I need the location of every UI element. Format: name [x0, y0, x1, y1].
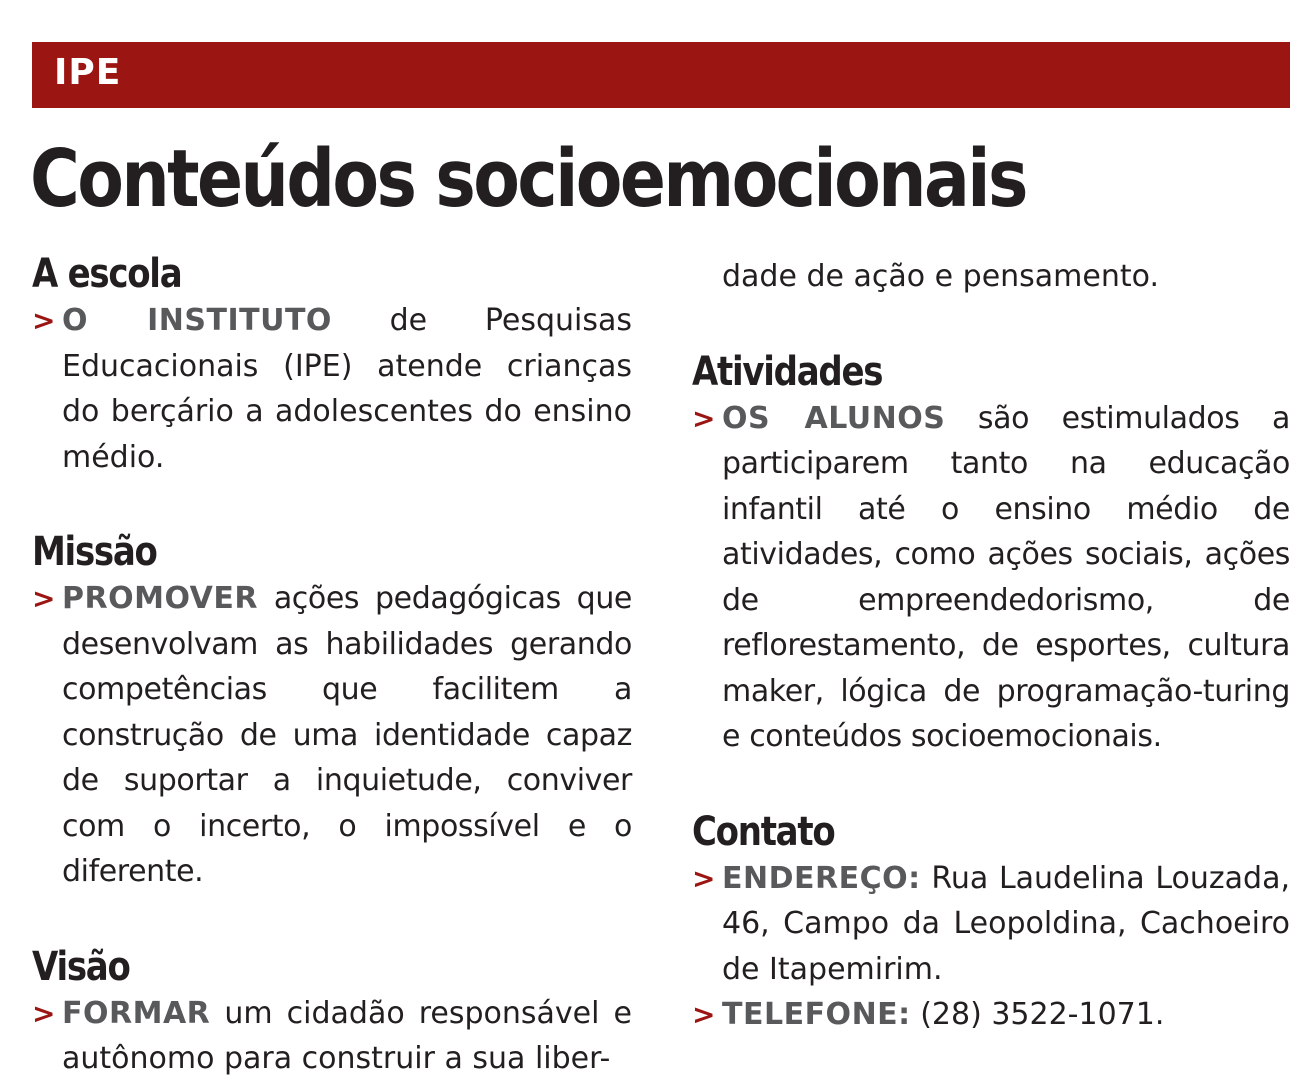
- lead-atividades: OS ALUNOS: [722, 400, 946, 436]
- right-column: [692, 254, 1290, 1038]
- paragraph-missao: [32, 576, 632, 895]
- section-title-contato: Contato: [692, 808, 835, 855]
- text-missao: ações pedagógicas que desenvolvam as habilidades gerando competências que facilitem a construção de uma identidade capaz de suportar a inquietude, conviver com o incerto, o impossível e o diferente.: [62, 581, 632, 889]
- lead-address: ENDEREÇO:: [722, 860, 921, 896]
- text-escola: de Pesquisas Educacionais (IPE) atende crianças do berçário a adolescentes do ensino médio.: [62, 303, 632, 475]
- paragraph-visao-continuation: dade de ação e pensamento.: [722, 259, 1159, 294]
- text-address: Rua Laudelina Louzada, 46, Campo da Leopoldina, Cachoeiro de Itapemirim.: [722, 860, 1290, 987]
- arrow-icon: >: [32, 996, 56, 1030]
- lead-visao: FORMAR: [62, 995, 211, 1031]
- arrow-icon: >: [692, 998, 716, 1031]
- text-visao: um cidadão responsável e autônomo para construir a sua liber-: [62, 995, 632, 1076]
- arrow-icon: >: [32, 304, 56, 337]
- arrow-icon: >: [692, 401, 716, 435]
- paragraph-phone: [692, 992, 1290, 1038]
- text-atividades: são estimulados a participarem tanto na educação infantil até o ensino médio de atividades, como ações sociais, ações de empreendedorismo, de reflorestamento, de esportes, cultura maker, lógica de programação-turing e conteúdos socioemocionais.: [722, 400, 1290, 754]
- section-title-missao: Missão: [32, 529, 157, 575]
- section-banner: [32, 42, 1290, 108]
- lead-missao: PROMOVER: [62, 581, 258, 616]
- arrow-icon: >: [692, 861, 716, 895]
- arrow-icon: >: [32, 582, 56, 615]
- text-phone: (28) 3522-1071.: [910, 997, 1165, 1032]
- paragraph-escola: [32, 298, 632, 480]
- headline: Conteúdos socioemocionais: [30, 133, 1026, 225]
- banner-label: IPE: [54, 52, 122, 93]
- paragraph-atividades: [692, 396, 1290, 760]
- lead-escola: O INSTITUTO: [62, 303, 332, 338]
- paragraph-visao: [32, 991, 632, 1082]
- lead-phone: TELEFONE:: [722, 997, 911, 1032]
- section-title-escola: A escola: [32, 251, 182, 297]
- left-column: [32, 250, 632, 1082]
- paragraph-address: [692, 856, 1290, 993]
- section-title-visao: Visão: [32, 943, 130, 990]
- section-title-atividades: Atividades: [692, 348, 883, 395]
